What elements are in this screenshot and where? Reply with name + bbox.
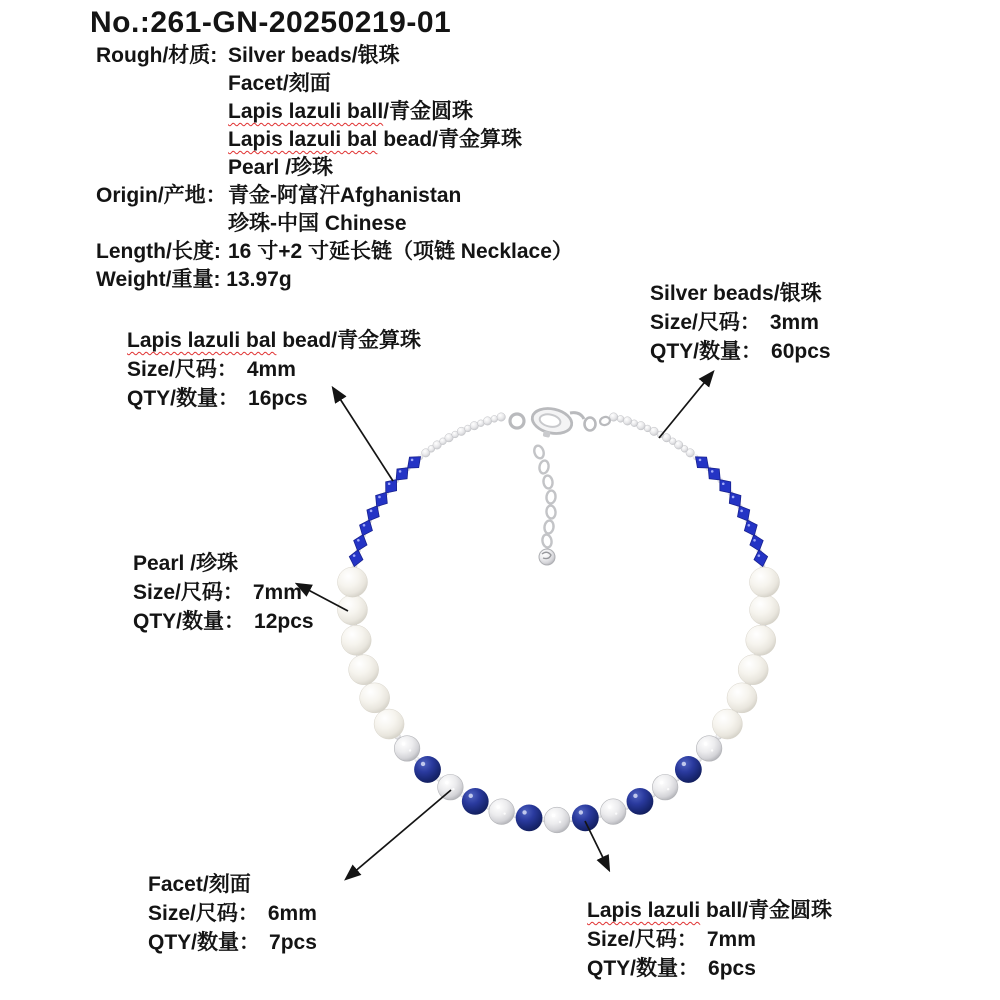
spec-lapis-ball: Lapis lazuli ball/青金圆珠 bbox=[228, 100, 474, 123]
callout-qty: QTY/数量： 60pcs bbox=[650, 340, 831, 363]
spec-origin: Origin/产地：青金-阿富汗Afghanistan bbox=[96, 184, 462, 207]
callout-qty: QTY/数量： 16pcs bbox=[127, 387, 308, 410]
callout-title: Pearl /珍珠 bbox=[133, 552, 239, 575]
callout-size: Size/尺码： 6mm bbox=[148, 902, 317, 925]
callout-qty: QTY/数量： 7pcs bbox=[148, 931, 317, 954]
arrow-facet bbox=[346, 790, 451, 879]
callout-lapis-bal-bead bbox=[127, 326, 421, 413]
spec-pearl: Pearl /珍珠 bbox=[228, 156, 334, 179]
callout-size: Size/尺码： 7mm bbox=[587, 928, 756, 951]
arrow-silver-beads bbox=[659, 372, 713, 438]
callout-size: Size/尺码： 7mm bbox=[133, 581, 302, 604]
callout-size: Size/尺码： 3mm bbox=[650, 311, 819, 334]
product-number: No.:261-GN-20250219-01 bbox=[90, 6, 452, 39]
callout-silver-beads bbox=[650, 279, 831, 366]
spec-origin-2: 珍珠-中国 Chinese bbox=[228, 212, 407, 235]
callout-size: Size/尺码： 4mm bbox=[127, 358, 296, 381]
lobster-clasp-icon bbox=[510, 405, 611, 442]
spec-weight: Weight/重量: 13.97g bbox=[96, 268, 292, 291]
spec-length: Length/长度: 16 寸+2 寸延长链（项链 Necklace） bbox=[96, 240, 573, 263]
extender-chain-icon bbox=[533, 444, 556, 565]
spec-rough: Rough/材质: Silver beads/银珠 bbox=[96, 44, 400, 67]
callout-pearl bbox=[133, 549, 314, 636]
spec-lapis-bal-bead: Lapis lazuli bal bead/青金算珠 bbox=[228, 128, 523, 151]
callout-facet bbox=[148, 870, 317, 957]
arrow-lapis-ball bbox=[585, 821, 609, 870]
callout-qty: QTY/数量： 12pcs bbox=[133, 610, 314, 633]
spec-list bbox=[96, 42, 573, 294]
bead-strand bbox=[337, 413, 779, 833]
callout-qty: QTY/数量： 6pcs bbox=[587, 957, 756, 980]
extender-charm-icon bbox=[539, 549, 555, 565]
callout-title: Facet/刻面 bbox=[148, 873, 251, 896]
callout-title: Silver beads/银珠 bbox=[650, 282, 822, 305]
callout-lapis-ball bbox=[587, 896, 832, 983]
spec-facet: Facet/刻面 bbox=[228, 72, 331, 95]
callout-title: Lapis lazuli bal bead/青金算珠 bbox=[127, 329, 422, 352]
callout-title: Lapis lazuli ball/青金圆珠 bbox=[587, 899, 833, 922]
